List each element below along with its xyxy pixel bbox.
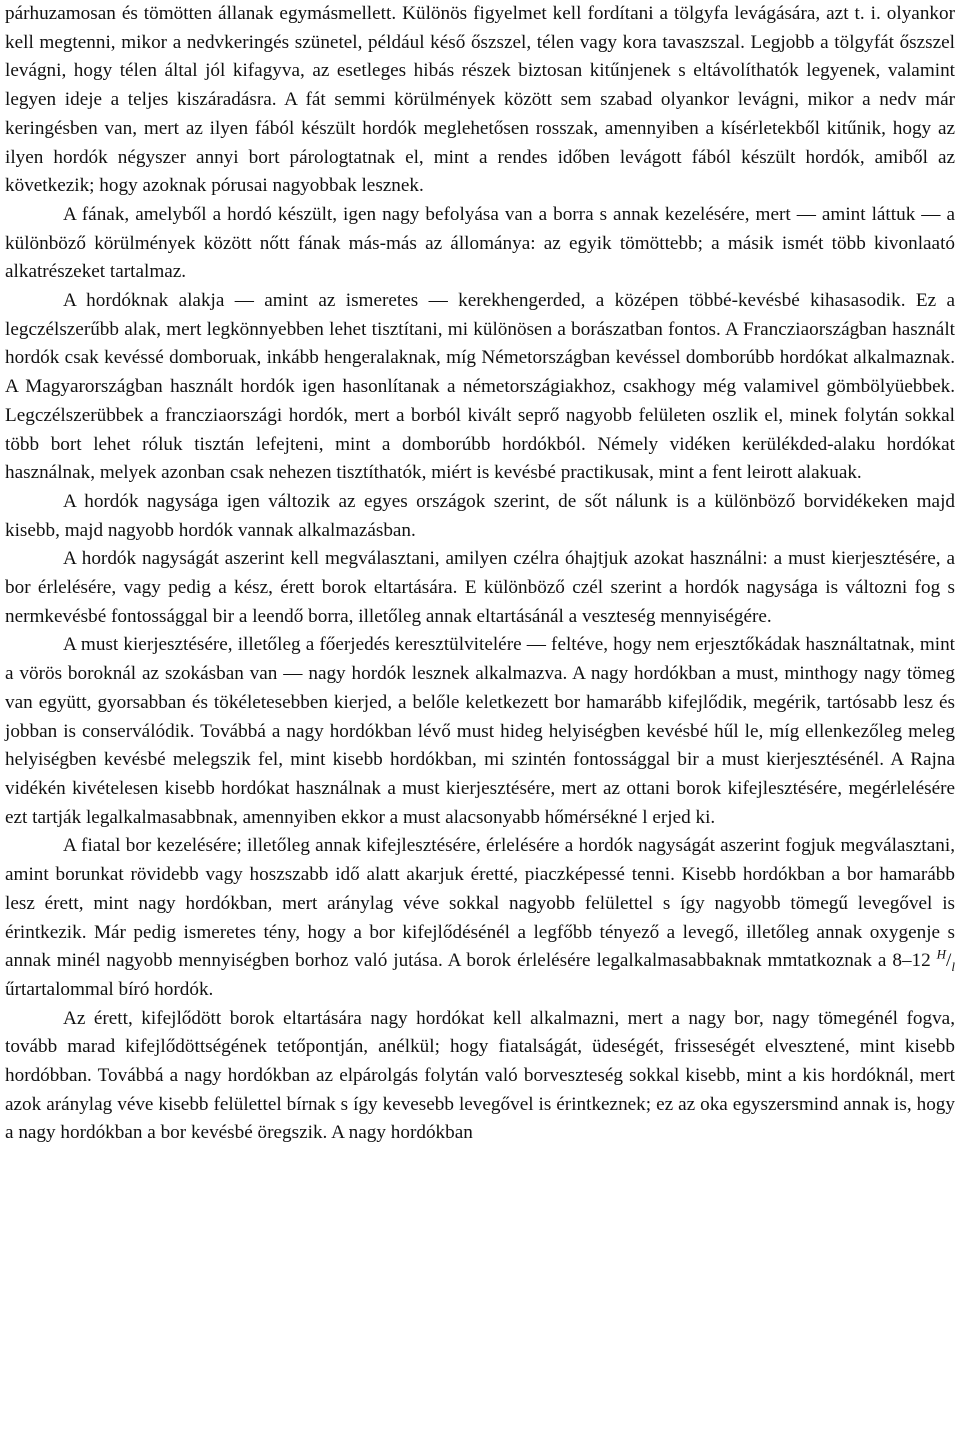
hectoliter-unit-denominator: l [951, 959, 955, 975]
paragraph-7 [5, 832, 955, 1004]
document-page [5, 0, 955, 1148]
paragraph-4: A hordók nagysága igen változik az egyes országok szerint, de sőt nálunk is a különböző borvidékeken majd kisebb, majd nagyobb hordók vannak alkalmazásban. [5, 490, 955, 541]
paragraph-3: A hordóknak alakja — amint az ismeretes — kerekhengerded, a középen többé-kevésbé kihasasodik. Ez a legczélszerűbb alak, mert legkönnyebben lehet tisztítani, mi különösen a borászatban fontos. A Francziaországban használt hordók csak kevéssé domboruak, inkább hengeralaknak, míg Németországban kevéssel domborúbb hordókat alkalmaznak. A Magyarországban használt hordók igen hasonlítanak a németországiakhoz, csakhogy még valamivel gömbölyüebbek. Legczélszerübbek a francziaországi hordók, mert a borból kivált seprő nagyobb felületen oszlik el, minek folytán sokkal több bort lehet róluk tisztán lefejteni, mint a domborúbb hordókból. Némely vidéken kerülékded-alaku hordókat használnak, melyek azonban csak nehezen tisztíthatók, miért is kevésbé practikusak, mint a fent leirott alakuak. [5, 290, 955, 484]
paragraph-2: A fának, amelyből a hordó készült, igen nagy befolyása van a borra s annak kezelésére, mert — amint láttuk — a különböző körülmények között nőtt fának más-más az állománya: az egyik tömöttebb; a másik ismét több kivonlaató alkatrészeket tartalmaz. [5, 203, 955, 283]
hectoliter-unit-slash: / [946, 950, 952, 972]
paragraph-1: párhuzamosan és tömötten állanak egymásmellett. Különös figyelmet kell fordítani a tölgyfa levágására, azt t. i. olyankor kell megtenni, mikor a nedvkeringés szünetel, például késő őszszel, télen vagy kora tavaszszal. Legjobb a tölgyfát őszszel levágni, hogy télen által jól kifagyva, az esetleges hibás részek biztosan kitűnjenek s eltávolíthatók legyenek, valamint legyen ideje a teljes kiszáradásra. A fát semmi körülmények között sem szabad olyankor levágni, mikor a nedv már keringésben van, mert az ilyen fából készült hordók meglehetősen rosszak, amennyiben a kísérletekből kitűnik, hogy az ilyen hordók négyszer annyi bort párologtatnak el, mint a rendes időben levágott fából készült hordók, amiből az következik; hogy azoknak pórusai nagyobbak lesznek. [5, 3, 955, 197]
paragraph-6: A must kierjesztésére, illetőleg a főerjedés keresztülvitelére — feltéve, hogy nem erjesztőkádak használtatnak, mint a vörös boroknál az szokásban van — nagy hordók lesznek alkalmazva. A nagy hordókban a must, minthogy nagy tömeg van együtt, gyorsabban és tökéletesebben kierjed, a belőle keletkezett bor hamarább kifejlődik, megérik, tartósabb lesz és jobban is conserválódik. Továbbá a nagy hordókban lévő must hideg helyiségben kevésbé hűl le, míg ellenkezőleg meleg helyiségben kevésbé melegszik fel, mint kisebb hordókban, mi szintén fontossággal bir a must kierjesztésénél. A Rajna vidékén kivételesen kisebb hordókat használnak a must kierjesztésére, mert az ottani borok kifejlesztésére, megérlelésére ezt tartják legalkalmasabbnak, amennyiben ekkor a must alacsonyabb hőmérsékné l erjed ki. [5, 634, 955, 828]
paragraph-5: A hordók nagyságát aszerint kell megválasztani, amilyen czélra óhajtjuk azokat használni: a must kierjesztésére, a bor érlelésére, vagy pedig a kész, érett borok eltartására. E különböző czél szerint a hordók nagysága is változni fog s nermkevésbé fontossággal bir a leendő borra, illetőleg annak eltartásánál a veszteség mennyiségére. [5, 548, 955, 627]
hectoliter-unit [936, 946, 955, 975]
paragraph-8: Az érett, kifejlődött borok eltartására nagy hordókat kell alkalmazni, mert a nagy bor, nagy tömegénél fogva, tovább marad kifejlődöttségének tetőpontján, anélkül; hogy fiatalságát, üdeségét, frisseségét elvesztené, mint kisebb hordóbban. Továbbá a nagy hordókban az elpárolgás folytán való borveszteség sokkal kisebb, mint a kis hordóknál, mert azok aránylag véve kisebb felülettel bírnak s így kevesebb levegővel is érintkeznek; ez az oka egyszersmind annak is, hogy a nagy hordókban a bor kevésbé öregszik. A nagy hordókban [5, 1007, 955, 1144]
paragraph-7-text-before: A fiatal bor kezelésére; illetőleg annak kifejlesztésére, érlelésére a hordók nagyságát aszerint fogjuk megválasztani, amint borunkat rövidebb vagy hoszszabb idő alatt akarjuk éretté, piaczképessé tenni. Kisebb hordókban a bor hamarább lesz érett, mint nagy hordókban, mert aránylag véve sokkal nagyobb felülettel s így nagyobb tömegű levegővel is érintkezik. Már pedig ismeretes tény, hogy a bor kifejlődésénél a legfőbb tényező a levegő, illetőleg annak oxygenje s annak minél nagyobb mennyiségben borhoz való jutása. A borok érlelésére legalkalmasabbaknak mmtatkoznak a 8–12 [5, 835, 955, 972]
paragraph-7-text-after: űrtartalommal bíró hordók. [5, 978, 214, 1000]
hectoliter-unit-numerator: H [936, 946, 947, 962]
